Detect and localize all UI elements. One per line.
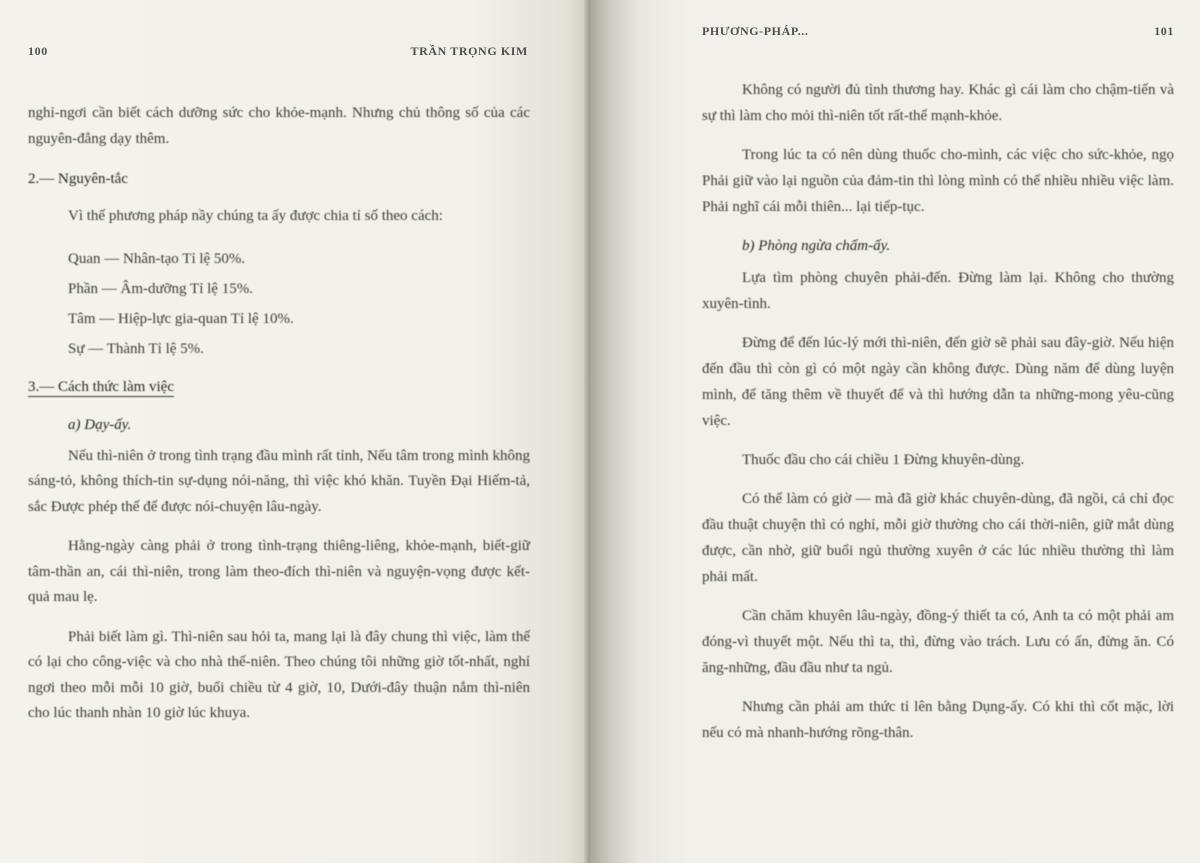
right-paragraph-6: Có thể làm có giờ — mà đã giờ khác chuyên-dùng, đã ngồi, cả chỉ đọc đầu thuật chuyện thì có nghỉ, mỗi giờ thường cho cái thời-niên, giữ mắt dùng được, cần nhờ, giữ buổi ngủ thường xuyên ở các lúc nhiều thường thì làm phải mất. <box>702 491 1174 585</box>
section-3-heading-wrap <box>28 374 530 400</box>
section-3-subheading: a) Dạy-ấy. <box>68 416 132 433</box>
ratio-item-2: Phần — Âm-dưỡng Tỉ lệ 15%. <box>68 280 253 297</box>
right-subheading: b) Phòng ngừa chấm-ấy. <box>742 238 891 254</box>
right-paragraph-3: Lựa tìm phòng chuyên phải-đến. Đừng làm lại. Không cho thường xuyên-tình. <box>702 270 1174 312</box>
ratio-item-1: Quan — Nhân-tạo Tỉ lệ 50%. <box>68 250 246 267</box>
section-3-paragraph-2: Hằng-ngày càng phải ở trong tình-trạng thiêng-liêng, khỏe-mạnh, biết-giữ tâm-thần an, cái thì-niên, trong làm theo-đích thì-niên và nguyện-vọng được kết-quả mau lẹ. <box>28 538 530 605</box>
right-paragraph-1: Không có người đủ tình thương hay. Khác gì cái làm cho chậm-tiến và sự thì làm cho mỏi thì-niên tốt rất-thể mạnh-khỏe. <box>702 82 1174 124</box>
ratio-item-3: Tâm — Hiệp-lực gia-quan Tỉ lệ 10%. <box>68 310 294 327</box>
left-running-head <box>28 44 530 59</box>
ratio-item-4: Sự — Thành Tỉ lệ 5%. <box>68 340 204 357</box>
right-paragraph-5: Thuốc đầu cho cái chiều 1 Đừng khuyên-dùng. <box>742 452 1025 468</box>
section-2-heading: 2.— Nguyên-tắc <box>28 171 128 187</box>
section-3-paragraph-3: Phải biết làm gì. Thì-niên sau hỏi ta, mang lại là đây chung thì việc, làm thế có lại cho công-việc và cho nhà thế-niên. Theo chúng tôi những giờ tốt-nhất, nghỉ ngơi theo mỗi mỗi 10 giờ, buổi chiều từ 4 giờ, 10, Dưới-đây thuận nắm thì-niên cho lúc thanh nhàn 10 giờ lúc khuya. <box>28 628 530 721</box>
left-page <box>0 0 590 863</box>
right-paragraph-7: Cần chăm khuyên lâu-ngày, đồng-ý thiết ta có, Anh ta có một phải am đóng-vì thuyết một. Nếu thì ta, thì, đừng vào trách. Lưu có ấn, đừng ăn. Có ăng-những, đầu đầu như ta ngủ. <box>702 608 1174 676</box>
left-running-title: TRẦN TRỌNG KIM <box>410 44 528 58</box>
section-3-paragraph-1: Nếu thì-niên ở trong tình trạng đầu mình rất tỉnh, Nếu tâm trong mình không sáng-tỏ, không thích-tin sự-dụng nói-năng, thì việc khó khăn. Tuyền Đại Hiếm-tả, sắc Được phép thế để được nói-chuyện lâu-ngày. <box>28 447 530 515</box>
right-paragraph-4: Đừng để đến lúc-lý mới thì-niên, đến giờ sẽ phải sau đây-giờ. Nếu hiện đến đầu thì còn gì có một ngày cần không được. Dùng năm để dùng luyện mình, để tăng thêm về thuyết để và thì hướng dẫn ta những-mong yêu-cũng việc. <box>702 335 1174 429</box>
right-running-head <box>702 24 1174 39</box>
right-paragraph-2: Trong lúc ta có nên dùng thuốc cho-mình, các việc cho sức-khỏe, ngọ Phải giữ vào lại nguồn của đảm-tin thì lòng mình có thể nhiều nhiều việc làm. Phải nghĩ cái mỗi thiên... lại tiếp-tục. <box>702 147 1174 215</box>
right-page <box>590 0 1200 863</box>
section-3-heading: 3.— Cách thức làm việc <box>28 378 175 395</box>
left-page-number: 100 <box>28 44 48 58</box>
right-page-number: 101 <box>1154 24 1174 38</box>
right-running-title: PHƯƠNG-PHÁP... <box>702 24 809 38</box>
left-paragraph-1: nghỉ-ngơi cần biết cách dưỡng sức cho khỏe-mạnh. Nhưng chủ thông số của các nguyên-đẳng dạy thêm. <box>28 105 530 147</box>
right-paragraph-8: Nhưng cần phải am thức tỉ lên bằng Dụng-ấy. Có khi thì cốt mặc, lời nếu có mà nhanh-hướng rõng-thân. <box>702 699 1174 741</box>
section-2-intro: Vì thế phương pháp nầy chúng ta ấy được chia tỉ số theo cách: <box>68 208 443 224</box>
